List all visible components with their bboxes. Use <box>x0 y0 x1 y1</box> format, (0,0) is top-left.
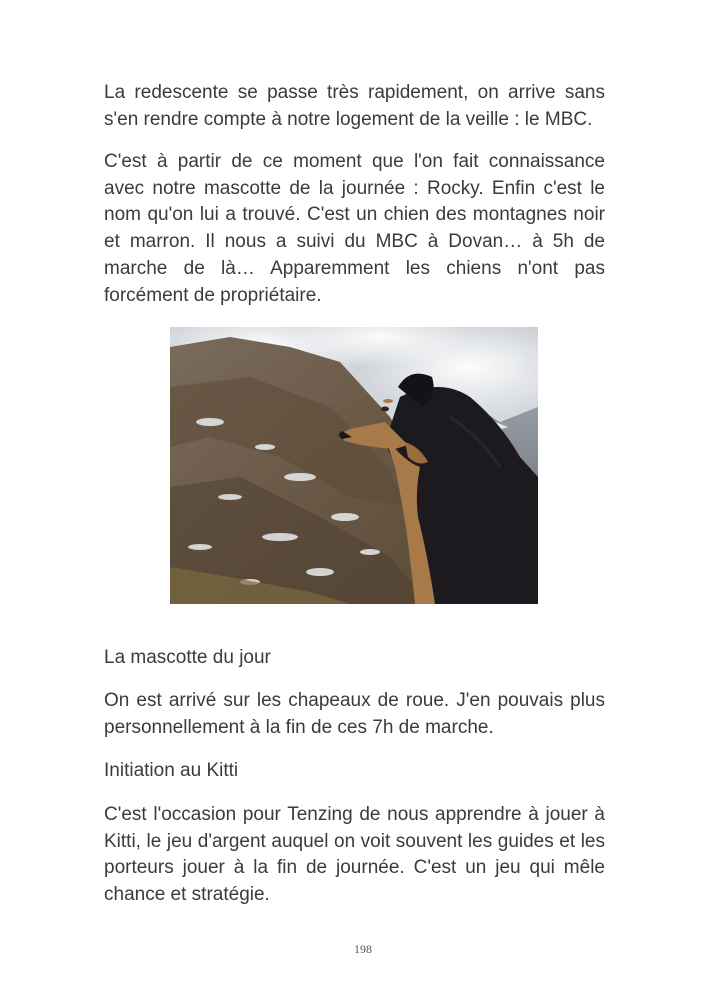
paragraph-mascot-intro: C'est à partir de ce moment que l'on fait connaissance avec notre mascotte de la journée : Rocky. Enfin c'est le nom qu'on lui a trouvé. C'est un chien des montagnes noir et marron. Il nous a suivi du MBC à Dovan… à 5h de marche de là… Apparemment les chiens n'ont pas forcément de propriétaire. <box>104 151 605 306</box>
paragraph-kitti-game: C'est l'occasion pour Tenzing de nous apprendre à jouer à Kitti, le jeu d'argent auquel on voit souvent les guides et les porteurs jouer à la fin de journée. C'est un jeu qui mêle chance et stratégie. <box>104 804 605 906</box>
paragraph-arrival: On est arrivé sur les chapeaux de roue. J'en pouvais plus personnellement à la fin de ces 7h de marche. <box>104 690 605 738</box>
photo-caption: La mascotte du jour <box>104 647 271 668</box>
page-number: 198 <box>354 942 372 956</box>
paragraph-descent: La redescente se passe très rapidement, on arrive sans s'en rendre compte à notre logement de la veille : le MBC. <box>104 82 605 130</box>
section-heading-kitti: Initiation au Kitti <box>104 760 239 781</box>
dog-mountain-photo <box>170 327 538 604</box>
